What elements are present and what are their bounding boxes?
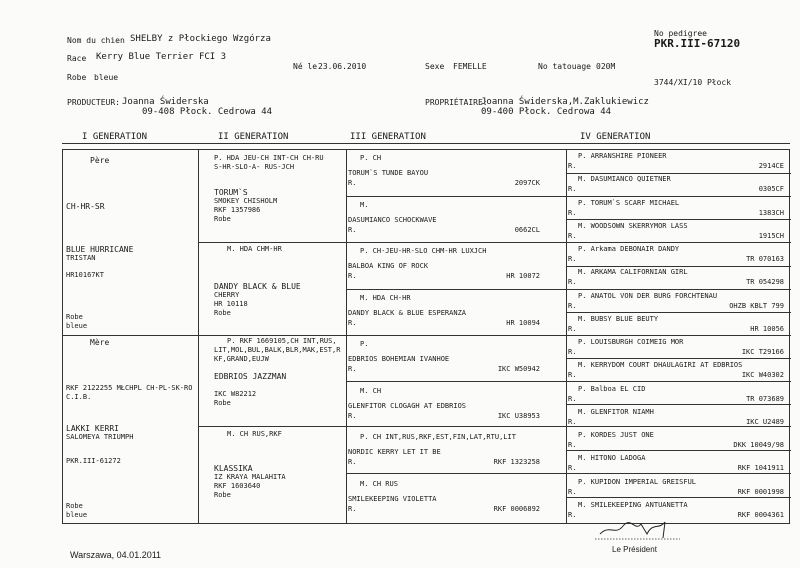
g3-registration: RKF 1323258 [493, 458, 540, 466]
row-divider [346, 381, 566, 382]
g4-name: P. ARRANSHIRE PIONEER [578, 152, 667, 160]
dam-title: RKF 2122255 MŁCHPL CH-PL-SK-RO [66, 384, 193, 392]
g4-registration: RKF 0001998 [737, 487, 784, 496]
dog-name-label: Nom du chien [67, 36, 125, 45]
sire-label: Père [90, 156, 110, 165]
g3-r-label: R. [348, 411, 357, 420]
g4-name: M. WOODSOWN SKERRYMOR LASS [578, 221, 688, 230]
g4-registration: TR 073689 [746, 394, 784, 403]
born-label: Né le [293, 62, 318, 71]
g3-r-label: R. [348, 272, 357, 280]
sexe-value: FEMELLE [453, 62, 487, 71]
pedigree-number: PKR.III-67120 [654, 37, 741, 50]
g3-r-label: R. [348, 504, 357, 513]
dam-robe-label: Robe [66, 502, 83, 510]
g4-r-label: R. [568, 255, 577, 263]
g2-title-2: LIT,MOL,BUL,BALK,BLR,MAK,EST,R [214, 346, 341, 354]
g3-r-label: R. [348, 318, 357, 327]
sire-robe: bleue [66, 322, 88, 330]
g2-title: M. CH RUS,RKF [227, 430, 282, 438]
row-divider [566, 426, 791, 427]
g4-registration: 2914CE [758, 162, 784, 170]
g4-name: P. TORUM`S SCARF MICHAEL [578, 198, 680, 207]
g4-r-label: R. [568, 301, 577, 310]
generation-1-header: I GENERATION [82, 132, 148, 142]
row-divider [346, 289, 566, 290]
g3-registration: 2097CK [514, 179, 540, 187]
g4-r-label: R. [568, 510, 577, 519]
g4-registration: IKC U2489 [746, 417, 784, 426]
g4-r-label: R. [568, 441, 577, 449]
g3-name: BALBOA KING OF ROCK [348, 262, 429, 270]
proprietaire-name: Joanna Świderska,M.Zaklukiewicz [481, 97, 649, 107]
president-signature [595, 516, 685, 540]
producteur-address: 09-408 Płock. Cedrowa 44 [142, 107, 273, 117]
g4-name: P. KUPIDON IMPERIAL GREISFUL [578, 477, 697, 486]
g3-title: P. CH-JEU-HR-SLO CHM-HR LUXJCH [360, 247, 487, 255]
g3-name: DANDY BLACK & BLUE ESPERANZA [348, 308, 467, 317]
g4-r-label: R. [568, 185, 577, 194]
g2-title: M. HDA CHM-HR [227, 245, 282, 253]
g4-name: M. DASUMIANCO QUIETNER [578, 175, 671, 184]
g4-name: P. ANATOL VON DER BURG FORCHTENAU [578, 291, 718, 300]
row-divider [346, 196, 566, 197]
dam-title-2: C.I.B. [66, 393, 92, 401]
g3-registration: RKF 0006892 [493, 504, 540, 513]
g3-title: M. [360, 200, 369, 209]
row-divider [566, 196, 791, 197]
g4-name: M. SMILEKEEPING ANTUANETTA [578, 500, 688, 509]
g2-registration: IKC W82212 [214, 390, 257, 398]
sire-registration: HR10167KT [66, 271, 104, 279]
reference-number: 3744/XI/10 Płock [654, 78, 732, 87]
proprietaire-address: 09-400 Płock. Cedrowa 44 [481, 107, 612, 117]
row-divider [566, 450, 791, 451]
row-divider [566, 335, 791, 336]
g4-name: M. GLENFITOR NIAMH [578, 407, 654, 416]
row-divider [566, 242, 791, 243]
g3-title: M. HDA CH-HR [360, 293, 411, 302]
producteur-label: PRODUCTEUR: [67, 98, 120, 107]
tatouage-label: No tatouage [538, 62, 591, 71]
row-divider [566, 473, 791, 474]
dam-label: Mère [90, 338, 110, 347]
g3-title: M. CH RUS [360, 479, 398, 488]
col-divider [566, 150, 567, 523]
g3-title: P. [360, 340, 369, 348]
col-divider [198, 150, 199, 523]
col-divider [346, 150, 347, 523]
g4-registration: TR 054298 [746, 278, 784, 287]
generation-2-header: II GENERATION [218, 132, 289, 142]
g2-robe: Robe [214, 491, 231, 499]
g4-r-label: R. [568, 348, 577, 356]
g2-name: KLASSIKA [214, 464, 253, 473]
g4-name: P. LOUISBURGH COIMEIG MOR [578, 338, 684, 346]
g4-r-label: R. [568, 162, 577, 170]
row-divider [566, 497, 791, 498]
g3-r-label: R. [348, 365, 357, 373]
born-date: 23.06.2010 [318, 62, 367, 71]
g2-registration: RKF 1357986 [214, 206, 261, 214]
g2-registration: HR 10118 [214, 300, 248, 308]
g2-title: P. RKF 1669105,CH INT,RUS, [227, 337, 337, 345]
row-divider [198, 335, 346, 336]
row-divider [566, 381, 791, 382]
g4-name: M. HITONO LADOGA [578, 454, 646, 463]
g3-r-label: R. [348, 458, 357, 466]
g4-r-label: R. [568, 208, 577, 217]
g4-registration: TR 070163 [746, 255, 784, 263]
g4-registration: IKC W40302 [741, 371, 784, 380]
g3-name: EDBRIOS BOHEMIAN IVANHOE [348, 355, 450, 363]
g2-name-2: IZ KRAYA MALAHITA [214, 473, 286, 481]
header-rule [62, 143, 790, 144]
g4-r-label: R. [568, 371, 577, 380]
row-divider [198, 426, 346, 427]
proprietaire-label: PROPRIÉTAIRE: [425, 98, 488, 107]
g4-registration: DKK 10049/98 [733, 441, 784, 449]
race-value: Kerry Blue Terrier FCI 3 [96, 52, 227, 62]
sire-name-2: TRISTAN [66, 254, 96, 262]
row-divider [346, 335, 566, 336]
row-divider [566, 404, 791, 405]
dog-name: SHELBY z Płockiego Wzgórza [130, 34, 271, 44]
g4-registration: 1915CH [758, 231, 784, 240]
dam-name: LAKKI KERRI [66, 424, 119, 433]
g4-name: P. Arkama DEBONAIR DANDY [578, 245, 680, 253]
g4-registration: RKF 0004361 [737, 510, 784, 519]
g4-r-label: R. [568, 394, 577, 403]
g3-title: P. CH INT,RUS,RKF,EST,FIN,LAT,RTU,LIT [360, 433, 516, 441]
row-divider [198, 242, 346, 243]
g4-name: M. ARKAMA CALIFORNIAN GIRL [578, 268, 688, 277]
g2-title: P. HDA JEU-CH INT-CH CH-RU [214, 154, 324, 162]
g2-name-2: CHERRY [214, 291, 240, 299]
g4-r-label: R. [568, 417, 577, 426]
place-date: Warszawa, 04.01.2011 [70, 550, 162, 560]
g2-name: TORUM`S [214, 188, 248, 197]
g2-title-2: S-HR-SLO-A- RUS-JCH [214, 163, 295, 171]
g3-r-label: R. [348, 225, 357, 234]
generation-4-header: IV GENERATION [580, 132, 651, 142]
g4-r-label: R. [568, 464, 577, 473]
generation-3-header: III GENERATION [350, 132, 426, 142]
g2-name-2: SMOKEY CHISHOLM [214, 197, 278, 205]
g3-r-label: R. [348, 179, 357, 187]
sire-robe-label: Robe [66, 313, 83, 321]
g2-robe: Robe [214, 309, 231, 317]
g4-r-label: R. [568, 231, 577, 240]
g3-registration: HR 10094 [506, 318, 540, 327]
race-label: Race [67, 54, 87, 63]
g2-robe: Robe [214, 399, 231, 407]
g3-registration: HR 10072 [506, 272, 540, 280]
g3-registration: 0662CL [514, 225, 540, 234]
g2-name: DANDY BLACK & BLUE [214, 282, 301, 291]
g4-registration: 0305CF [758, 185, 784, 194]
president-label: Le Président [612, 545, 657, 554]
g3-name: DASUMIANCO SCHOCKWAVE [348, 215, 437, 224]
g3-title: P. CH [360, 154, 382, 162]
g4-registration: HR 10056 [750, 324, 784, 333]
g2-robe: Robe [214, 215, 231, 223]
g2-name: EDBRIOS JAZZMAN [214, 372, 287, 381]
g4-r-label: R. [568, 324, 577, 333]
row-divider [566, 358, 791, 359]
g3-name: NORDIC KERRY LET IT BE [348, 448, 441, 456]
g3-name: GLENFITOR CLOGAGH AT EDBRIOS [348, 401, 467, 410]
g3-registration: IKC W50942 [497, 365, 540, 373]
row-divider [566, 289, 791, 290]
g2-title-3: KF,GRAND,EUJW [214, 355, 269, 363]
sire-title: CH-HR-SR [66, 202, 105, 211]
g4-name: M. BUBSY BLUE BEUTY [578, 314, 659, 323]
g3-registration: IKC U38953 [497, 411, 540, 420]
row-divider [346, 473, 566, 474]
row-divider [346, 426, 566, 427]
pedigree-label: No pedigree [654, 29, 707, 38]
row-divider [63, 335, 198, 336]
g2-registration: RKF 1603640 [214, 482, 261, 490]
g4-name: P. KORDES JUST ONE [578, 431, 654, 439]
g3-name: TORUM`S TUNDE BAYOU [348, 169, 429, 177]
robe-label: Robe [67, 73, 87, 82]
robe-value: bleue [94, 73, 119, 82]
dam-registration: PKR.III-61272 [66, 457, 121, 465]
g4-registration: IKC T29166 [741, 348, 784, 356]
g4-registration: OHZB KBLT 799 [729, 301, 784, 310]
row-divider [346, 242, 566, 243]
tatouage-value: 020M [596, 62, 616, 71]
dam-name-2: SALOMEYA TRIUMPH [66, 433, 134, 441]
g3-name: SMILEKEEPING VIOLETTA [348, 494, 437, 503]
g3-title: M. CH [360, 386, 382, 395]
producteur-name: Joanna Świderska [122, 97, 209, 107]
g4-registration: RKF 1041911 [737, 464, 784, 473]
row-divider [566, 312, 791, 313]
g4-r-label: R. [568, 278, 577, 287]
g4-registration: 1383CH [758, 208, 784, 217]
row-divider [566, 219, 791, 220]
row-divider [566, 266, 791, 267]
g4-name: M. KERRYDOM COURT DHAULAGIRI AT EDBRIOS [578, 361, 743, 370]
g4-r-label: R. [568, 487, 577, 496]
sire-name: BLUE HURRICANE [66, 245, 134, 254]
row-divider [566, 173, 791, 174]
sexe-label: Sexe [425, 62, 445, 71]
dam-robe: bleue [66, 511, 88, 519]
g4-name: P. Balboa EL CID [578, 384, 646, 393]
